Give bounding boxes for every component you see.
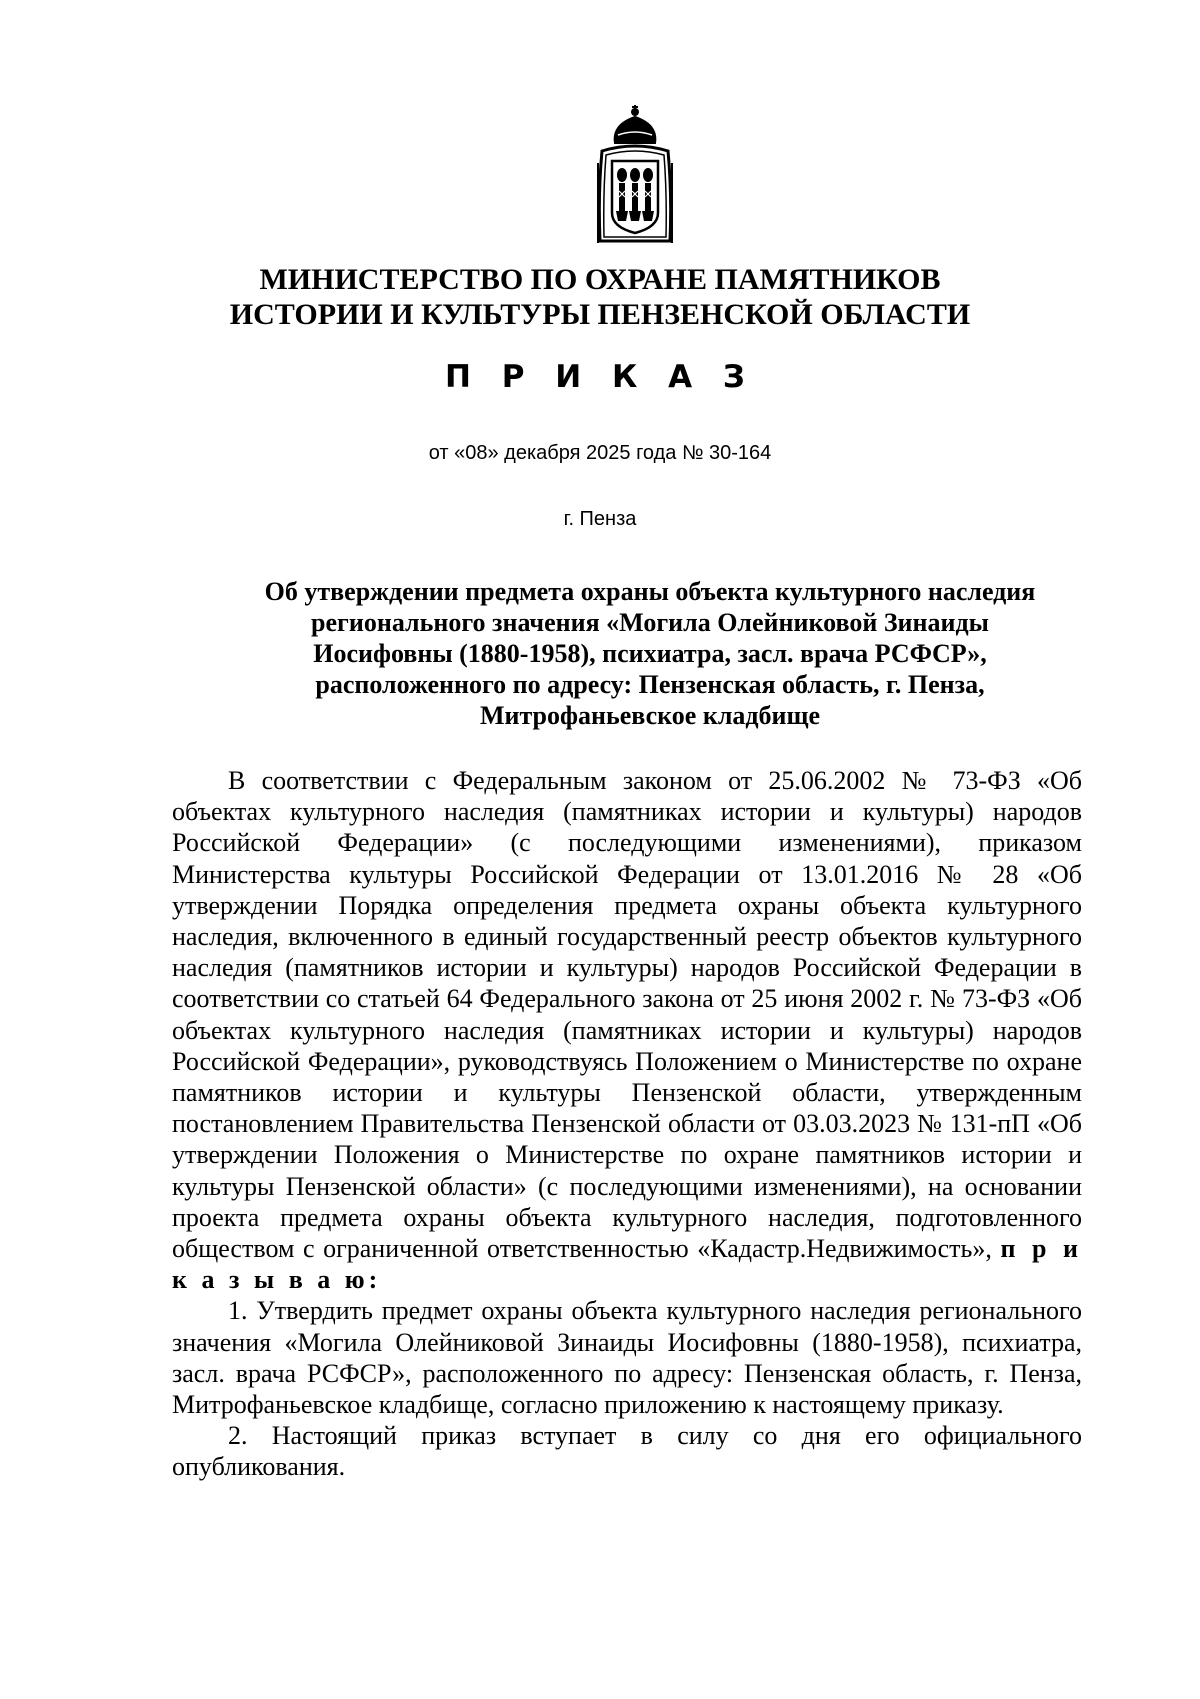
coat-of-arms-icon bbox=[590, 103, 680, 253]
ministry-name-line: МИНИСТЕРСТВО ПО ОХРАНЕ ПАМЯТНИКОВ bbox=[259, 263, 941, 296]
preamble-paragraph bbox=[172, 765, 1082, 1295]
preamble-text: В соответствии с Федеральным законом от 25.06.2002 № 73-ФЗ «Об объектах культурного наследия (памятниках истории и культуры) народов Российской Федерации» (с последующими изменениями), приказом Министерства культуры Российской Федерации от 13.01.2016 № 28 «Об утверждении Порядка определения предмета охраны объекта культурного наследия, включенного в единый государственный реестр объектов культурного наследия (памятников истории и культуры) народов Российской Федерации в соответствии со статьей 64 Федерального закона от 25 июня 2002 г. № 73-ФЗ «Об объектах культурного наследия (памятниках истории и культуры) народов Российской Федерации», руководствуясь Положением о Министерстве по охране памятников истории и культуры Пензенской области, утвержденным постановлением Правительства Пензенской области от 03.03.2023 № 131-пП «Об утверждении Положения о Министерстве по охране памятников истории и культуры Пензенской области» (с последующими изменениями), на основании проекта предмета охраны объекта культурного наследия, подготовленного обществом с ограниченной ответственностью «Кадастр.Недвижимость», bbox=[172, 766, 1082, 1264]
subject-line: Митрофаньевское кладбище bbox=[479, 701, 821, 730]
ministry-name-line: ИСТОРИИ И КУЛЬТУРЫ ПЕНЗЕНСКОЙ ОБЛАСТИ bbox=[229, 298, 971, 331]
order-item-1: 1. Утвердить предмет охраны объекта культурного наследия регионального значения «Могила Олейниковой Зинаиды Иосифовны (1880-1958), психиатра, засл. врача РСФСР», расположенного по адресу: Пензенская область, г. Пенза, Митрофаньевское кладбище, согласно приложению к настоящему приказу. bbox=[172, 1296, 1082, 1420]
order-body bbox=[172, 765, 1082, 1483]
decree-word: п р и к а з ы в а ю: bbox=[172, 1234, 1083, 1295]
subject-line: расположенного по адресу: Пензенская область, г. Пенза, bbox=[315, 670, 985, 699]
order-item-2: 2. Настоящий приказ вступает в силу со дня его официального опубликования. bbox=[172, 1421, 1082, 1482]
subject-line: Об утверждении предмета охраны объекта культурного наследия bbox=[264, 577, 1036, 606]
order-city: г. Пенза bbox=[563, 508, 637, 530]
order-subject bbox=[220, 576, 1080, 731]
subject-line: регионального значения «Могила Олейниковой Зинаиды bbox=[311, 608, 989, 637]
order-date: от «08» декабря 2025 года № 30-164 bbox=[428, 442, 772, 464]
subject-line: Иосифовны (1880-1958), психиатра, засл. врача РСФСР», bbox=[313, 639, 987, 668]
order-title: П Р И К А З bbox=[445, 359, 755, 395]
ministry-name bbox=[150, 262, 1050, 332]
